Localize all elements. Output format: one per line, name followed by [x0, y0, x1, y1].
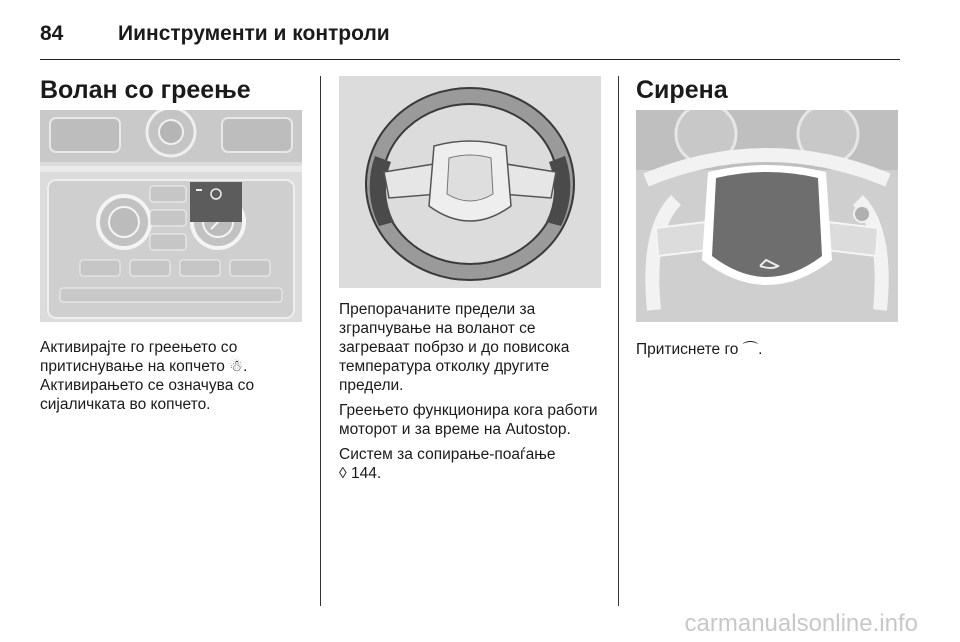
- page-number: 84: [40, 22, 64, 45]
- column-divider-1: [320, 76, 321, 606]
- horn-heading: Сирена: [636, 76, 728, 104]
- chapter-title: Иинструменти и контроли: [118, 22, 390, 45]
- watermark: carmanualsonline.info: [684, 610, 918, 637]
- grip-zones-paragraph: Препорачаните предели за зграпчување на воланот се загреваат побрзо и до повисока температура отколку другите предели.: [339, 301, 570, 394]
- stop-start-label: Систем за сопирање-поаѓање: [339, 446, 556, 463]
- stop-start-paragraph: [339, 445, 609, 483]
- page-header: [40, 18, 900, 58]
- horn-figure: [636, 110, 898, 322]
- header-rule: [40, 59, 900, 60]
- heated-wheel-text: [40, 338, 310, 420]
- console-figure: [40, 110, 302, 322]
- steering-wheel-text: [339, 300, 609, 489]
- column-divider-2: [618, 76, 619, 606]
- page-reference-link[interactable]: ◊ 144.: [339, 465, 382, 482]
- heated-wheel-heading: Волан со греење: [40, 76, 251, 104]
- horn-paragraph: Притиснете го ⌒.: [636, 341, 763, 358]
- steering-wheel-figure: [339, 76, 601, 288]
- horn-text: [636, 340, 906, 365]
- heated-wheel-paragraph: Активирајте го греењето со притиснување на копчето ☃. Активирањето се означува со сијаличката во копчето.: [40, 339, 255, 413]
- engine-running-paragraph: Греењето функционира кога работи моторот и за време на Autostop.: [339, 402, 598, 438]
